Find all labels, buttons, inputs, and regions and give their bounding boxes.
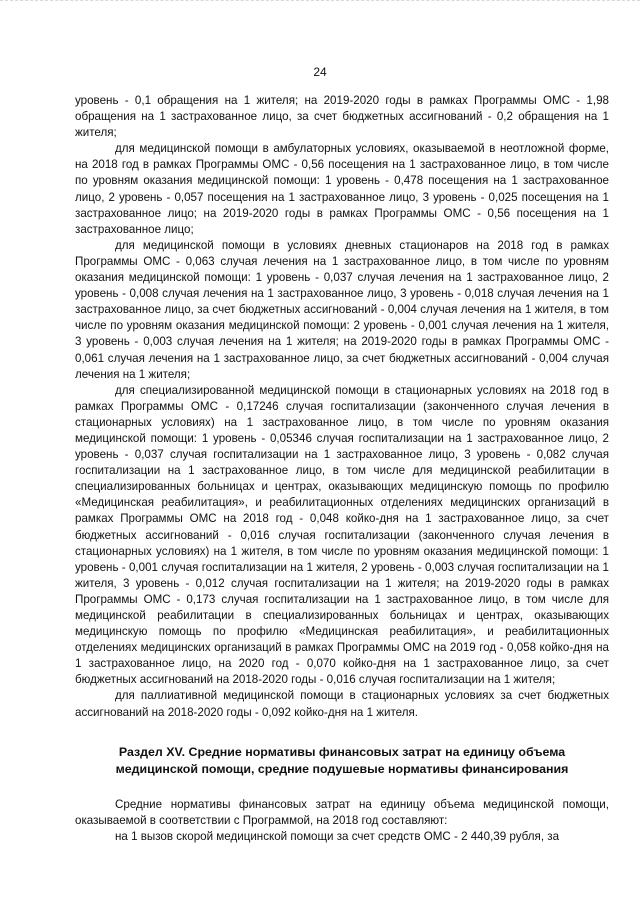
- scan-edge-line: [0, 0, 640, 4]
- page-number: 24: [313, 65, 327, 79]
- section-heading-line-1: Раздел XV. Средние нормативы финансовых затрат на единицу объема: [118, 744, 566, 759]
- paragraph-specialized-inpatient: для специализированной медицинской помощи в стационарных условиях на 2018 год в рамках Программы ОМС - 0,17246 случая госпитализации (законченного случая лечения в стационарных условиях) на 1 застрахованное лицо, в том числе по уровням оказания медицинской помощи: 1 уровень - 0,05346 случая госпитализации на 1 застрахованное лицо, 2 уровень - 0,037 случая госпитализации на 1 застрахованное лицо, 3 уровень - 0,082 случая госпитализации на 1 застрахованное лицо, в том числе для медицинской реабилитации в специализированных больницах и центрах, оказывающих медицинскую помощь по профилю «Медицинская реабилитация», и реабилитационных отделениях медицинских организаций в рамках Программы ОМС на 2018 год - 0,048 койко-дня на 1 застрахованное лицо, за счет бюджетных ассигнований - 0,016 случая госпитализации (законченного случая лечения в стационарных условиях) на 1 жителя, в том числе по уровням оказания медицинской помощи: 1 уровень - 0,001 случая госпитализации на 1 жителя, 2 уровень - 0,003 случая госпитализации на 1 жителя, 3 уровень - 0,012 случая госпитализации на 1 жителя; на 2019-2020 годы в рамках Программы ОМС - 0,173 случая госпитализации на 1 застрахованное лицо, в том числе для медицинской реабилитации в специализированных больницах и центрах, оказывающих медицинскую помощь по профилю «Медицинская реабилитация», и реабилитационных отделениях медицинских организаций в рамках Программы ОМС на 2019 год - 0,058 койко-дня на 1 застрахованное лицо, на 2020 год - 0,070 койко-дня на 1 застрахованное лицо, за счет бюджетных ассигнований на 2018-2020 годы - 0,016 случая госпитализации на 1 жителя;: [75, 383, 609, 687]
- section-heading: [75, 744, 609, 778]
- paragraph-ambulance-cost: на 1 вызов скорой медицинской помощи за счет средств ОМС - 2 440,39 рубля, за: [115, 829, 560, 843]
- document-body: [75, 93, 609, 845]
- paragraph-day-hospital: для медицинской помощи в условиях дневных стационаров на 2018 год в рамках Программы ОМС - 0,063 случая лечения на 1 застрахованное лицо, в том числе по уровням оказания медицинской помощи: 1 уровень - 0,037 случая лечения на 1 застрахованное лицо, 2 уровень - 0,008 случая лечения на 1 застрахованное лицо, 3 уровень - 0,018 случая лечения на 1 застрахованное лицо, за счет бюджетных ассигнований - 0,004 случая лечения на 1 жителя, в том числе по уровням оказания медицинской помощи: 2 уровень - 0,001 случая лечения на 1 жителя, 3 уровень - 0,003 случая лечения на 1 жителя; на 2019-2020 годы в рамках Программы ОМС - 0,061 случая лечения на 1 застрахованное лицо, за счет бюджетных ассигнований - 0,004 случая лечения на 1 жителя;: [75, 238, 609, 381]
- section-heading-line-2: медицинской помощи, средние подушевые нормативы финансирования: [115, 761, 569, 776]
- paragraph-palliative: для паллиативной медицинской помощи в стационарных условиях за счет бюджетных ассигнований на 2018-2020 годы - 0,092 койко-дня на 1 жителя.: [75, 689, 609, 719]
- paragraph-continuation: уровень - 0,1 обращения на 1 жителя; на 2019-2020 годы в рамках Программы ОМС - 1,98 обращения на 1 застрахованное лицо, за счет бюджетных ассигнований - 0,2 обращения на 1 жителя;: [75, 94, 609, 140]
- paragraph-cost-norms-intro: Средние нормативы финансовых затрат на единицу объема медицинской помощи, оказываемой в соответствии с Программой, на 2018 год составляют:: [75, 797, 609, 827]
- paragraph-emergency-outpatient: для медицинской помощи в амбулаторных условиях, оказываемой в неотложной форме, на 2018 год в рамках Программы ОМС - 0,56 посещения на 1 застрахованное лицо, в том числе по уровням оказания медицинской помощи: 1 уровень - 0,478 посещения на 1 застрахованное лицо, 2 уровень - 0,057 посещения на 1 застрахованное лицо, 3 уровень - 0,025 посещения на 1 застрахованное лицо; на 2019-2020 годы в рамках Программы ОМС - 0,56 посещения на 1 застрахованное лицо;: [75, 142, 609, 236]
